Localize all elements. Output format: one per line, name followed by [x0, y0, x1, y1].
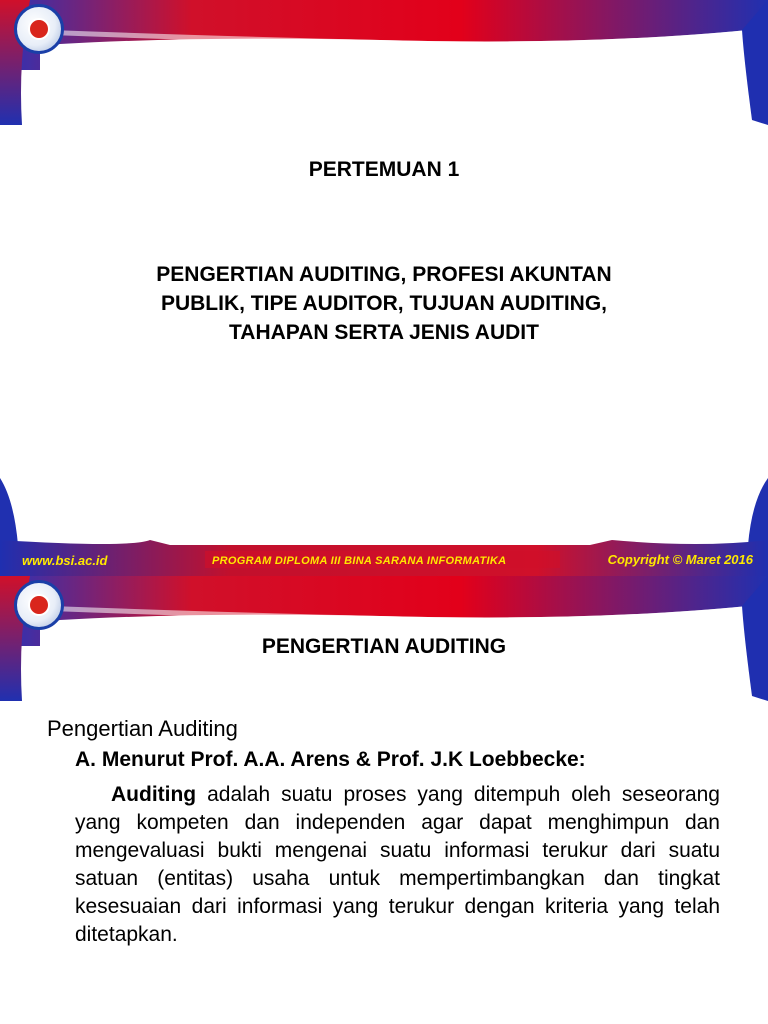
- bsi-logo: [14, 4, 64, 54]
- definition-paragraph: [75, 781, 720, 949]
- slide-title: [0, 260, 768, 347]
- section-title: Pengertian Auditing: [47, 716, 238, 741]
- bsi-logo: [14, 580, 64, 630]
- slide-2: [0, 576, 768, 1024]
- slide-heading: PENGERTIAN AUDITING: [261, 635, 507, 658]
- term-label: Auditing: [111, 783, 197, 806]
- footer-program: PROGRAM DIPLOMA III BINA SARANA INFORMATIKA: [212, 555, 507, 567]
- title-line: TAHAPAN SERTA JENIS AUDIT: [229, 321, 539, 344]
- logo-emblem-icon: [28, 18, 50, 40]
- definition-text: adalah suatu proses yang ditempuh oleh seseorang yang kompeten dan independen agar dapat menghimpun dan mengevaluasi bukti mengenai suatu informasi terukur dari suatu satuan (entitas) usaha untuk mempertimbangkan dan tingkat kesesuaian dari informasi yang terukur dengan kriteria yang telah ditetapkan.: [75, 783, 720, 946]
- footer-website: www.bsi.ac.id: [22, 553, 108, 568]
- title-line: PUBLIK, TIPE AUDITOR, TUJUAN AUDITING,: [160, 292, 608, 315]
- subsection-title: A. Menurut Prof. A.A. Arens & Prof. J.K Loebbecke:: [75, 748, 586, 771]
- title-line: PENGERTIAN AUDITING, PROFESI AKUNTAN: [156, 263, 612, 286]
- meeting-heading: PERTEMUAN 1: [308, 158, 460, 181]
- logo-emblem-icon: [28, 594, 50, 616]
- footer-copyright: Copyright © Maret 2016: [607, 552, 753, 567]
